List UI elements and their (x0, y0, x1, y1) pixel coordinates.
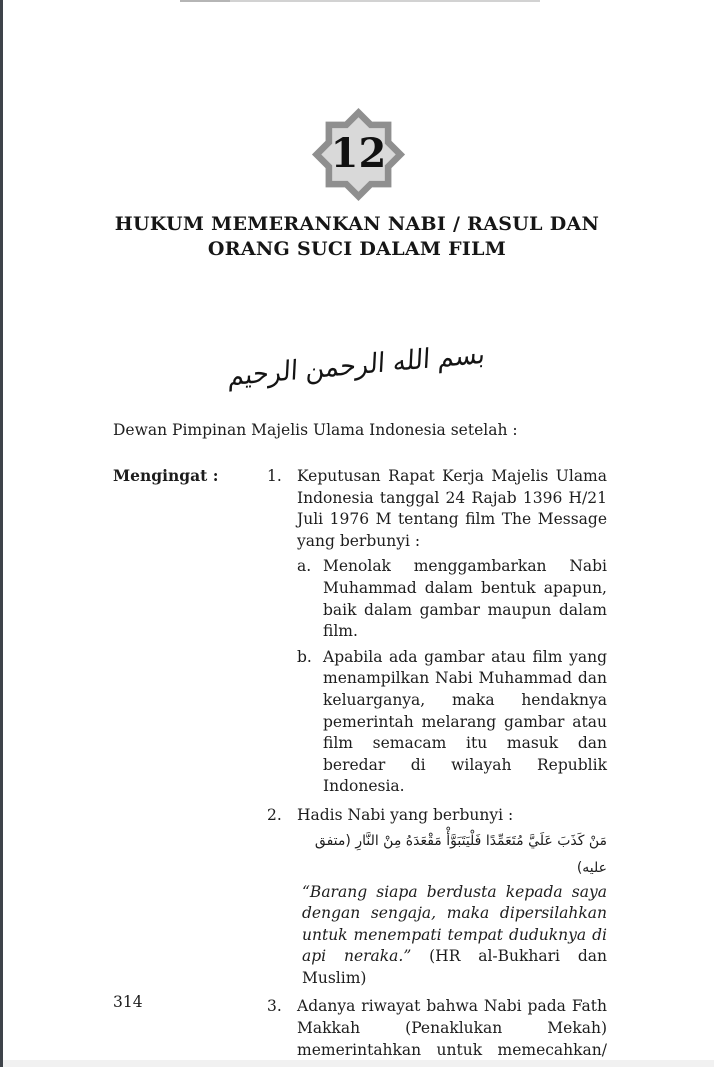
sub-item-b-text: Apabila ada gambar atau film yang menampilkan Nabi Muhammad dan keluarganya, maka hendaknya pemerintah melarang gambar atau film semacam itu masuk dan beredar di wilayah Republik Indonesia. (323, 647, 607, 796)
sub-item-b (297, 647, 607, 798)
chapter-number: 12 (330, 129, 387, 177)
sub-item-a (297, 556, 607, 642)
list-item-1-text: Keputusan Rapat Kerja Majelis Ulama Indonesia tanggal 24 Rajab 1396 H/21 Juli 1976 M tentang film The Message yang berbunyi : (297, 467, 607, 550)
sub-item-b-letter: b. (297, 647, 312, 666)
hadith-arabic-text: مَنْ كَذَبَ عَلَيَّ مُتَعَمِّدًا فَلْيَتَبَوَّأْ مَقْعَدَهُ مِنْ النَّارِ (متفق عليه) (314, 832, 607, 876)
scan-top-line-segment (180, 0, 230, 2)
bismillah-calligraphy: بسم الله الرحمن الرحيم (227, 338, 487, 393)
chapter-badge (310, 106, 407, 203)
considering-label: Mengingat : (113, 466, 219, 485)
hadith-translation-italic: “Barang siapa berdusta kepada saya dengan sengaja, maka dipersilahkan untuk menempati tempat duduknya di api neraka.” (302, 882, 607, 966)
scan-left-edge (0, 0, 3, 1067)
list-item-3 (267, 996, 607, 1061)
hadith-translation (302, 882, 607, 990)
list-item-1 (267, 466, 607, 798)
page-number: 314 (113, 993, 143, 1011)
list-item-1-body (297, 466, 607, 798)
page-title-line1: HUKUM MEMERANKAN NABI / RASUL DAN (114, 213, 600, 235)
scan-top-line (180, 0, 540, 2)
list-item-2-number: 2. (267, 805, 282, 824)
hadith-source: (HR al-Bukhari dan Muslim) (302, 947, 607, 987)
page-title (0, 212, 714, 262)
page-title-line2: ORANG SUCI DALAM FILM (207, 238, 507, 260)
list-item-3-text: Adanya riwayat bahwa Nabi pada Fath Makkah (Penaklukan Mekah) memerintahkan untuk memecahkan/ (297, 997, 607, 1059)
list-item-1-number: 1. (267, 467, 282, 485)
list-item-3-number: 3. (267, 997, 282, 1016)
sub-item-a-letter: a. (297, 557, 312, 576)
list-item-2 (267, 805, 607, 990)
list-item-2-body (297, 805, 607, 990)
sub-item-a-text: Menolak menggambarkan Nabi Muhammad dalam bentuk apapun, baik dalam gambar maupun dalam film. (323, 557, 607, 641)
intro-line: Dewan Pimpinan Majelis Ulama Indonesia setelah : (113, 421, 518, 439)
considerations-list (267, 466, 607, 1067)
list-item-2-text: Hadis Nabi yang berbunyi : (297, 805, 514, 824)
